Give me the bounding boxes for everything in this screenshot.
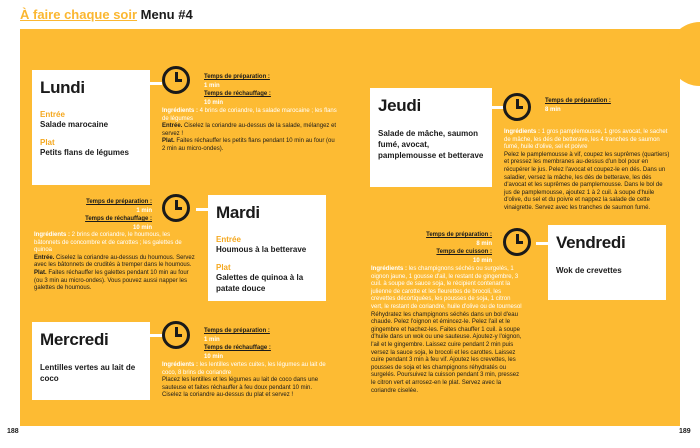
recipe-text — [162, 362, 330, 400]
step-label: Entrée. — [34, 254, 55, 261]
plat-dish: Galettes de quinoa à la patate douce — [216, 273, 304, 293]
clock-icon — [162, 194, 190, 222]
cook-label: Temps de cuisson : — [436, 249, 492, 255]
reheat-time: 10 min — [132, 224, 152, 231]
prep-time: 1 min — [204, 336, 220, 343]
vendredi-card — [548, 225, 666, 300]
step-label: Entrée. — [162, 123, 183, 130]
plat-dish: Salade de mâche, saumon fumé, avocat, pamplemousse et betterave — [378, 129, 484, 160]
entree-dish: Salade marocaine — [40, 120, 109, 129]
step-label: Plat. — [34, 269, 47, 276]
step-label: Plat. — [162, 138, 175, 145]
cook-time: 10 min — [472, 257, 492, 264]
reheat-time: 10 min — [204, 99, 224, 106]
day-title: Lundi — [40, 78, 85, 97]
prep-label: Temps de préparation : — [86, 199, 152, 205]
recipe-text — [162, 108, 337, 154]
ingredients: 4 brins de coriandre, la salade marocaine ; les flans de légumes — [162, 108, 337, 122]
recipe-text — [34, 232, 196, 293]
times — [545, 97, 611, 114]
step: Ciselez la coriandre au-dessus du houmous. Servez avec les bâtonnets de crudités à tremper dans le houmous. — [34, 254, 195, 269]
plat-dish: Petits flans de légumes — [40, 148, 129, 157]
menu-title: Menu #4 — [140, 7, 193, 22]
prep-time: 1 min — [136, 207, 152, 214]
prep-time: 8 min — [476, 240, 492, 247]
mardi-card — [208, 195, 326, 301]
times — [204, 73, 271, 107]
times — [400, 231, 492, 265]
clock-icon — [503, 93, 531, 121]
jeudi-card — [370, 88, 492, 187]
prep-label: Temps de préparation : — [204, 328, 270, 334]
ingredients: 2 brins de coriandre, le houmous, les bâtonnets de concombre et de carottes ; les galettes de quinoa — [34, 232, 182, 254]
connector — [196, 208, 208, 211]
step: Ciselez la coriandre au-dessus de la salade, mélangez et servez ! — [162, 123, 337, 137]
steps: Placez les lentilles et les légumes au lait de coco dans une sauteuse et faites réchauffer à feu doux pendant 10 min. Ciselez la coriandre au-dessus du plat et servez ! — [162, 377, 319, 399]
prep-time: 8 min — [545, 106, 561, 113]
day-title: Mercredi — [40, 330, 109, 349]
prep-label: Temps de préparation : — [545, 98, 611, 104]
plat-label: Plat — [216, 263, 231, 272]
section-link[interactable]: À faire chaque soir — [20, 7, 138, 22]
day-title: Jeudi — [378, 96, 421, 115]
ingredients-label: Ingrédients : — [162, 108, 199, 114]
lundi-card — [32, 70, 150, 185]
recipe-text — [371, 266, 523, 395]
times — [204, 327, 271, 361]
steps: Pelez le pamplemousse à vif, coupez les suprêmes (quartiers) et pressez les membranes au-dessus d'un bol pour en récupérer le jus. Pelez l'avocat et coupez-le en dés. Dans un saladier, versez la mâche, les dés de betterave, les dés d'avocat et les suprêmes de pamplemousse. Dans le bol de jus de pamplemousse, ajoutez 1 à 2 cuil. à soupe d'huile d'olive, du sel et du poivre et nappez la salade de cette vinaigrette. Servez avec les tranches de saumon fumé. — [504, 151, 670, 211]
ingredients-label: Ingrédients : — [162, 362, 199, 368]
page-number-right: 189 — [679, 428, 691, 435]
reheat-time: 10 min — [204, 353, 224, 360]
entree-label: Entrée — [216, 235, 241, 244]
plat-label: Plat — [40, 138, 55, 147]
ingredients-label: Ingrédients : — [34, 232, 71, 238]
ingredients: les champignons séchés ou surgelés, 1 oignon jaune, 1 gousse d'ail, le restant de gingembre, 3 cuil. à soupe de sauce soja, le récipient contenant la julienne de carotte et les fleurettes de brocoli, les crevettes décortiquées, les pousses de soja, 1 citron vert, le restant de coriandre, huile d'olive ou de tournesol — [371, 266, 522, 310]
page-number-left: 188 — [7, 428, 19, 435]
entree-label: Entrée — [40, 110, 65, 119]
mercredi-card — [32, 322, 150, 400]
plat-dish: Lentilles vertes au lait de coco — [40, 363, 136, 383]
page-header — [20, 7, 193, 22]
step: Faites réchauffer les petits flans pendant 10 min au four (ou 2 min au micro-ondes). — [162, 138, 335, 152]
recipe-text — [504, 129, 670, 213]
ingredients-label: Ingrédients : — [504, 129, 541, 135]
prep-label: Temps de préparation : — [426, 232, 492, 238]
ingredients-label: Ingrédients : — [371, 266, 408, 272]
reheat-label: Temps de réchauffage : — [85, 216, 152, 222]
plat-dish: Wok de crevettes — [556, 266, 622, 275]
day-title: Mardi — [216, 203, 260, 222]
step: Faites réchauffer les galettes pendant 10 min au four (ou 3 min au micro-ondes). Vous pouvez aussi napper les galettes de houmous. — [34, 269, 189, 292]
steps: Réhydratez les champignons séchés dans un bol d'eau chaude. Pelez l'oignon et émincez-le. Pelez l'ail et le gingembre et hachez-les. Faites chauffer 1 cuil. à soupe d'huile dans un wok ou une sauteuse. Ajoutez-y l'oignon, l'ail et le gingembre. Laissez cuire pendant 2 min puis versez la sauce soja, le brocoli et les carottes. Laissez cuire pendant 3 min à feu vif. Ajoutez les crevettes, les pousses de soja et les champignons réhydratés ou surgelés. Poursuivez la cuisson pendant 3 min, pressez le citron vert et arrosez-en le plat. Servez avec la coriandre ciselée. — [371, 311, 522, 394]
prep-label: Temps de préparation : — [204, 74, 270, 80]
clock-icon — [162, 66, 190, 94]
connector — [150, 334, 162, 337]
times — [60, 198, 152, 232]
clock-icon — [162, 321, 190, 349]
reheat-label: Temps de réchauffage : — [204, 345, 271, 351]
entree-dish: Houmous à la betterave — [216, 245, 307, 254]
reheat-label: Temps de réchauffage : — [204, 91, 271, 97]
ingredients: 1 gros pamplemousse, 1 gros avocat, le sachet de mâche, les dés de betterave, les 4 tranches de saumon fumé, huile d'olive, sel et poivre — [504, 129, 668, 151]
ingredients: les lentilles vertes cuites, les légumes au lait de coco, 8 brins de coriandre — [162, 362, 326, 376]
connector — [150, 82, 162, 85]
clock-icon — [503, 228, 531, 256]
prep-time: 1 min — [204, 82, 220, 89]
day-title: Vendredi — [556, 233, 626, 252]
connector — [536, 242, 548, 245]
